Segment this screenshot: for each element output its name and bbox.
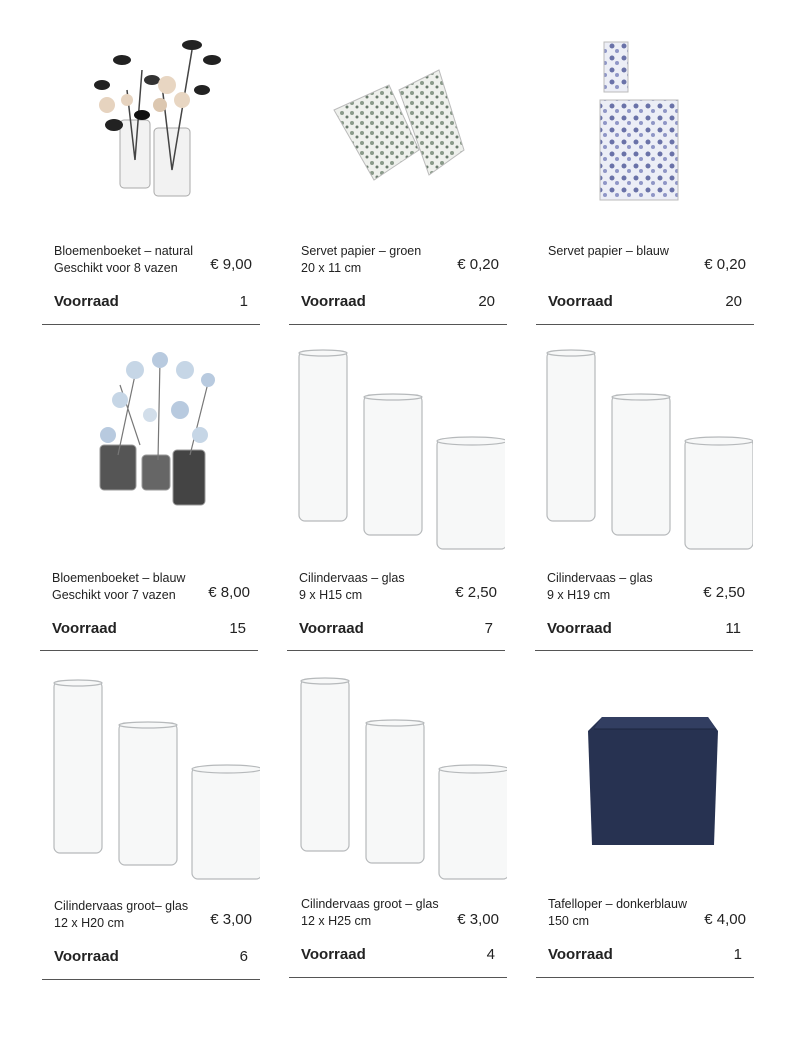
product-name: Tafelloper – donkerblauw xyxy=(548,897,687,911)
product-subtitle: 12 x H20 cm xyxy=(54,916,125,930)
cylinder-vases-image xyxy=(287,345,505,535)
stock-label: Voorraad xyxy=(54,948,119,965)
product-subtitle: 150 cm xyxy=(548,914,589,928)
product-name: Cilindervaas groot– glas xyxy=(54,899,189,913)
stock-label: Voorraad xyxy=(54,293,119,310)
divider xyxy=(289,324,507,325)
table-runner-navy-image xyxy=(536,675,754,865)
product-subtitle: Geschikt voor 8 vazen xyxy=(54,261,178,275)
product-name: Servet papier – groen xyxy=(301,244,422,258)
divider xyxy=(536,977,754,978)
product-name: Cilindervaas – glas xyxy=(547,571,653,585)
product-price: € 9,00 xyxy=(210,256,252,273)
stock-value: 7 xyxy=(484,620,493,637)
product-card xyxy=(42,675,260,985)
product-subtitle: 12 x H25 cm xyxy=(301,914,372,928)
product-subtitle: 9 x H19 cm xyxy=(547,588,611,602)
product-subtitle: 9 x H15 cm xyxy=(299,588,363,602)
stock-label: Voorraad xyxy=(548,946,613,963)
divider xyxy=(40,650,258,651)
stock-label: Voorraad xyxy=(299,620,364,637)
divider xyxy=(42,324,260,325)
stock-value: 1 xyxy=(733,946,742,963)
stock-value: 15 xyxy=(229,620,246,637)
divider xyxy=(536,324,754,325)
divider xyxy=(535,650,753,651)
stock-value: 4 xyxy=(486,946,495,963)
product-price: € 3,00 xyxy=(210,911,252,928)
product-price: € 2,50 xyxy=(703,584,745,601)
stock-value: 20 xyxy=(725,293,742,310)
cylinder-vases-large-image xyxy=(289,675,507,865)
product-card xyxy=(42,30,260,330)
product-price: € 0,20 xyxy=(704,256,746,273)
product-price: € 3,00 xyxy=(457,911,499,928)
divider xyxy=(289,977,507,978)
stock-label: Voorraad xyxy=(52,620,117,637)
cylinder-vases-image xyxy=(535,345,753,535)
product-price: € 8,00 xyxy=(208,584,250,601)
stock-value: 11 xyxy=(725,620,741,637)
stock-label: Voorraad xyxy=(301,946,366,963)
cylinder-vases-large-image xyxy=(42,675,260,865)
stock-value: 6 xyxy=(239,948,248,965)
napkin-blue-image xyxy=(536,30,754,220)
stock-label: Voorraad xyxy=(301,293,366,310)
stock-label: Voorraad xyxy=(548,293,613,310)
product-name: Bloemenboeket – blauw xyxy=(52,571,186,585)
product-price: € 4,00 xyxy=(704,911,746,928)
divider xyxy=(287,650,505,651)
napkin-green-image xyxy=(289,30,507,220)
product-card xyxy=(40,345,258,655)
product-subtitle: Geschikt voor 7 vazen xyxy=(52,588,176,602)
product-card xyxy=(287,345,505,655)
product-card xyxy=(289,675,507,985)
product-name: Bloemenboeket – natural xyxy=(54,244,193,258)
stock-label: Voorraad xyxy=(547,620,612,637)
product-card xyxy=(536,675,754,985)
stock-value: 1 xyxy=(239,293,248,310)
product-subtitle: 20 x 11 cm xyxy=(301,261,362,275)
product-name: Servet papier – blauw xyxy=(548,244,669,258)
product-card xyxy=(536,30,754,330)
stock-value: 20 xyxy=(478,293,495,310)
product-card xyxy=(289,30,507,330)
bouquet-blue-image xyxy=(40,345,258,535)
product-name: Cilindervaas – glas xyxy=(299,571,405,585)
bouquet-natural-image xyxy=(42,30,260,220)
divider xyxy=(42,979,260,980)
product-card xyxy=(535,345,753,655)
product-price: € 0,20 xyxy=(457,256,499,273)
product-name: Cilindervaas groot – glas xyxy=(301,897,439,911)
product-price: € 2,50 xyxy=(455,584,497,601)
